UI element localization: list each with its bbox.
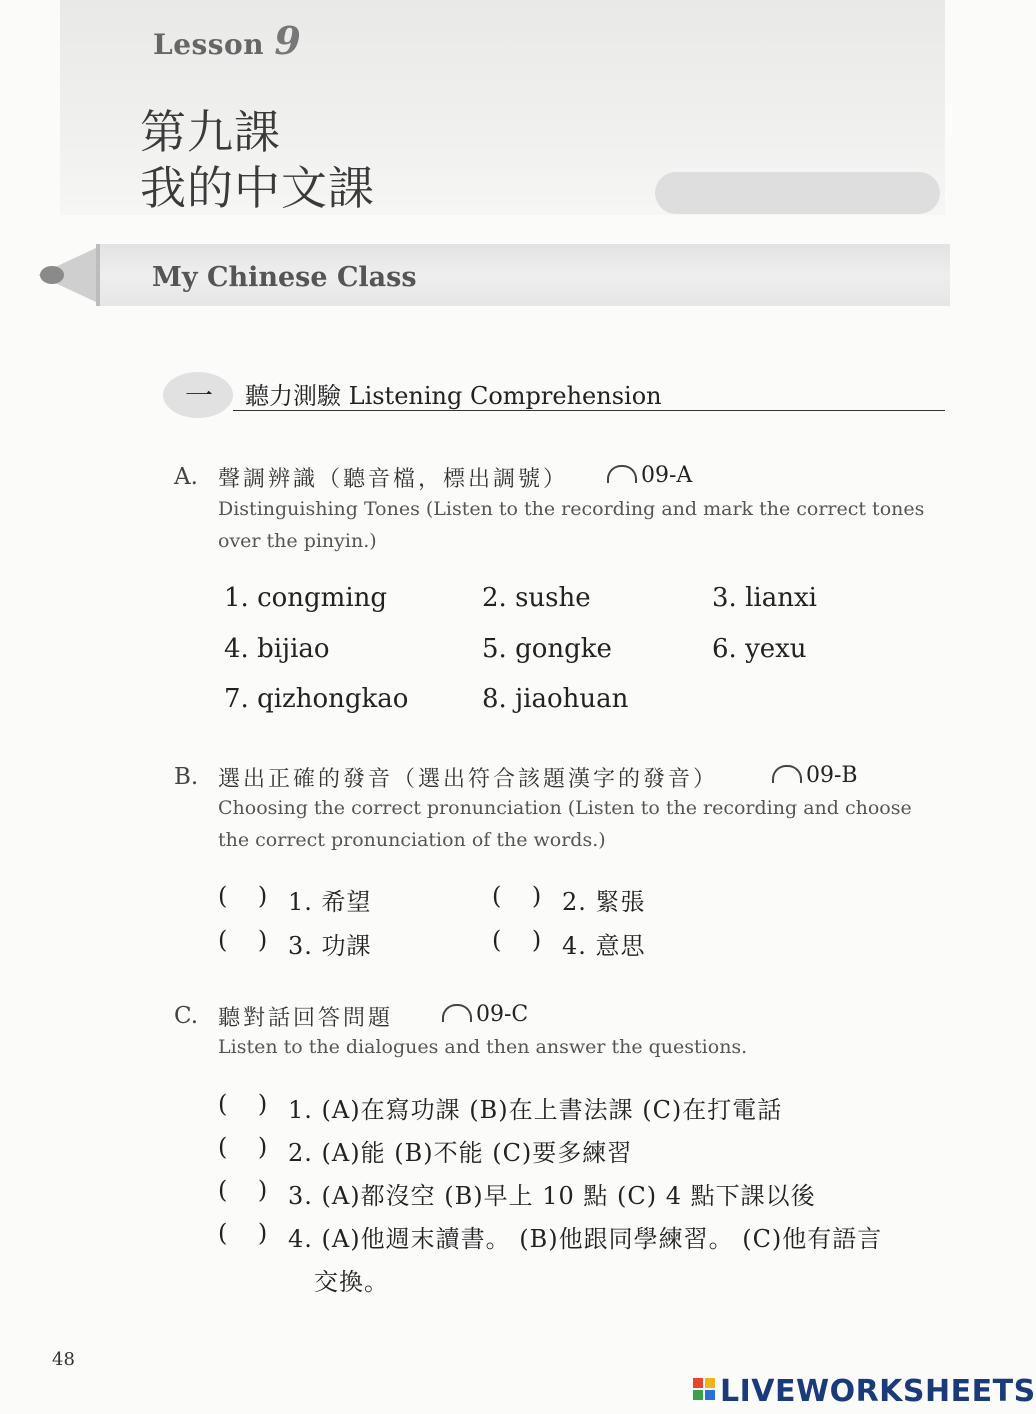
answer-blank[interactable]: ( ) bbox=[218, 1133, 268, 1161]
pinyin-item: 1. congming bbox=[224, 583, 388, 613]
part-c-track-label: 09-C bbox=[476, 1002, 529, 1027]
question-item: 4. (A)他週末讀書。 (B)他跟同學練習。 (C)他有語言 bbox=[288, 1225, 883, 1253]
brand-name[interactable]: LIVEWORKSHEETS bbox=[720, 1374, 1036, 1409]
part-b-title: 選出正確的發音（選出符合該題漢字的發音） bbox=[218, 767, 719, 792]
part-b-track-label: 09-B bbox=[806, 763, 858, 788]
question-item-continuation: 交換。 bbox=[314, 1268, 389, 1296]
part-b-track[interactable] bbox=[772, 763, 858, 788]
part-a-instruction: Distinguishing Tones (Listen to the recording and mark the correct tones over the pinyin.) bbox=[218, 498, 925, 552]
part-a-track[interactable] bbox=[607, 463, 692, 488]
lesson-word: Lesson bbox=[153, 28, 265, 61]
answer-blank[interactable]: ( ) bbox=[218, 1219, 268, 1247]
question-item: 1. (A)在寫功課 (B)在上書法課 (C)在打電話 bbox=[288, 1096, 783, 1124]
part-c-title: 聽對話回答問題 bbox=[218, 1006, 394, 1031]
part-a-track-label: 09-A bbox=[641, 463, 693, 488]
section-underline bbox=[233, 410, 945, 411]
pronunciation-item: 2. 緊張 bbox=[562, 888, 646, 916]
part-b-letter: B. bbox=[174, 764, 199, 790]
decorative-pill bbox=[655, 172, 940, 214]
pronunciation-item: 1. 希望 bbox=[288, 888, 372, 916]
headphones-icon bbox=[772, 765, 802, 783]
headphones-icon bbox=[442, 1004, 472, 1022]
lesson-number: 9 bbox=[274, 18, 302, 63]
pinyin-item: 2. sushe bbox=[482, 583, 591, 613]
answer-blank[interactable]: ( ) bbox=[492, 926, 542, 954]
pinyin-item: 3. lianxi bbox=[712, 583, 817, 613]
answer-blank[interactable]: ( ) bbox=[218, 1176, 268, 1204]
page-number: 48 bbox=[52, 1349, 75, 1370]
answer-blank[interactable]: ( ) bbox=[218, 882, 268, 910]
section-title: 聽力測驗 Listening Comprehension bbox=[245, 382, 662, 410]
pronunciation-item: 3. 功課 bbox=[288, 932, 372, 960]
part-c-instruction: Listen to the dialogues and then answer the questions. bbox=[218, 1036, 748, 1058]
part-a-letter: A. bbox=[174, 464, 198, 490]
part-c-track[interactable] bbox=[442, 1002, 528, 1027]
pinyin-item: 6. yexu bbox=[712, 634, 807, 664]
part-b-instruction: Choosing the correct pronunciation (Listen to the recording and choose the correct pronunciation of the words.) bbox=[218, 797, 912, 851]
pinyin-item: 7. qizhongkao bbox=[224, 684, 409, 714]
pinyin-item: 4. bijiao bbox=[224, 634, 330, 664]
pencil-point bbox=[40, 266, 64, 284]
answer-blank[interactable]: ( ) bbox=[218, 1090, 268, 1118]
pinyin-item: 8. jiaohuan bbox=[482, 684, 629, 714]
pinyin-item: 5. gongke bbox=[482, 634, 612, 664]
liveworksheets-logo-icon bbox=[693, 1378, 715, 1400]
pronunciation-item: 4. 意思 bbox=[562, 932, 646, 960]
answer-blank[interactable]: ( ) bbox=[218, 926, 268, 954]
headphones-icon bbox=[607, 465, 637, 483]
section-number: 一 bbox=[185, 379, 214, 412]
lesson-label bbox=[153, 18, 301, 63]
part-a-title: 聲調辨識（聽音檔，標出調號） bbox=[218, 467, 569, 492]
answer-blank[interactable]: ( ) bbox=[492, 882, 542, 910]
part-c-letter: C. bbox=[174, 1003, 199, 1029]
lesson-title-zh-line1: 第九課 bbox=[140, 105, 281, 159]
question-item: 2. (A)能 (B)不能 (C)要多練習 bbox=[288, 1139, 633, 1167]
lesson-title-zh-line2: 我的中文課 bbox=[140, 161, 375, 215]
question-item: 3. (A)都沒空 (B)早上 10 點 (C) 4 點下課以後 bbox=[288, 1182, 816, 1210]
lesson-title-en: My Chinese Class bbox=[152, 262, 417, 293]
